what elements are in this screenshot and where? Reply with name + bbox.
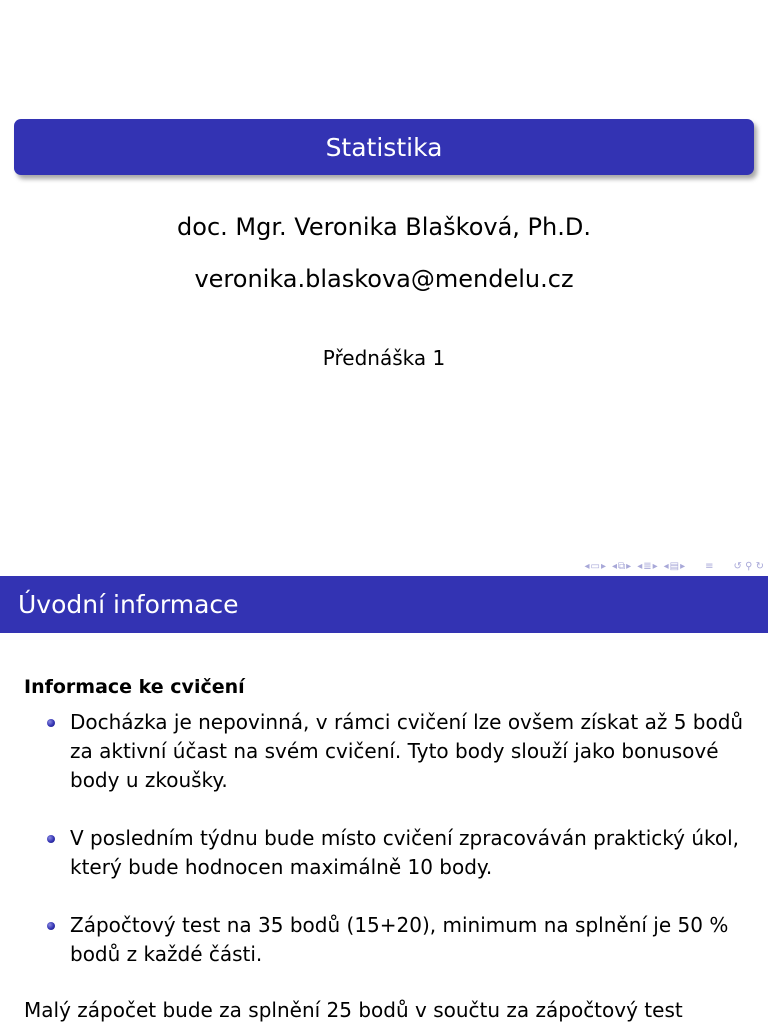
bullet-icon	[47, 922, 55, 930]
subsection-prev-icon[interactable]: ◂	[611, 561, 618, 572]
bullet-text: V posledním týdnu bude místo cvičení zpracováván praktický úkol, který bude hodnocen maximálně 10 body.	[70, 826, 740, 879]
frame-next-icon[interactable]: ▸	[600, 561, 606, 572]
author-email: veronika.blaskova@mendelu.cz	[194, 265, 574, 293]
bullet-text: Docházka je nepovinná, v rámci cvičení lze ovšem získat až 5 bodů za aktivní účast na svém cvičení. Tyto body slouží jako bonusové body u zkoušky.	[70, 710, 744, 792]
list-item	[44, 911, 756, 969]
list-item	[44, 708, 756, 795]
frame-title: Úvodní informace	[18, 590, 239, 619]
beamer-navigation	[584, 561, 764, 573]
frame-icon[interactable]: ▭	[590, 561, 600, 572]
frame-prev-icon[interactable]: ◂	[584, 561, 590, 572]
slide-prev-icon[interactable]: ◂	[663, 561, 669, 572]
bullet-text: Zápočtový test na 35 bodů (15+20), minimum na splnění je 50 % bodů z každé části.	[70, 913, 729, 966]
list-item	[44, 824, 756, 882]
author-name: doc. Mgr. Veronika Blašková, Ph.D.	[177, 213, 591, 241]
presentation-title-box	[14, 119, 754, 175]
footer-text: Malý zápočet bude za splnění 25 bodů v součtu za zápočtový test	[24, 998, 683, 1022]
section-next-icon[interactable]: ▸	[652, 561, 658, 572]
bullet-icon	[47, 835, 55, 843]
presentation-title: Statistika	[325, 132, 443, 162]
info-slide	[0, 576, 768, 1024]
section-prev-icon[interactable]: ◂	[637, 561, 643, 572]
slide-icon[interactable]: ▤	[669, 561, 680, 572]
section-icon[interactable]: ≣	[643, 561, 652, 572]
search-icon[interactable]: ↺ ⚲ ↻	[733, 561, 764, 572]
subsection-next-icon[interactable]: ▸	[626, 561, 632, 572]
frame-title-bar	[0, 576, 768, 633]
bullet-list	[44, 708, 756, 969]
bullet-icon	[47, 719, 55, 727]
block-title: Informace ke cvičení	[24, 676, 245, 698]
slide-next-icon[interactable]: ▸	[680, 561, 686, 572]
align-icon[interactable]: ≡	[705, 561, 714, 572]
lecture-label: Přednáška 1	[322, 346, 446, 370]
subsection-icon[interactable]: ⧉	[618, 561, 626, 572]
